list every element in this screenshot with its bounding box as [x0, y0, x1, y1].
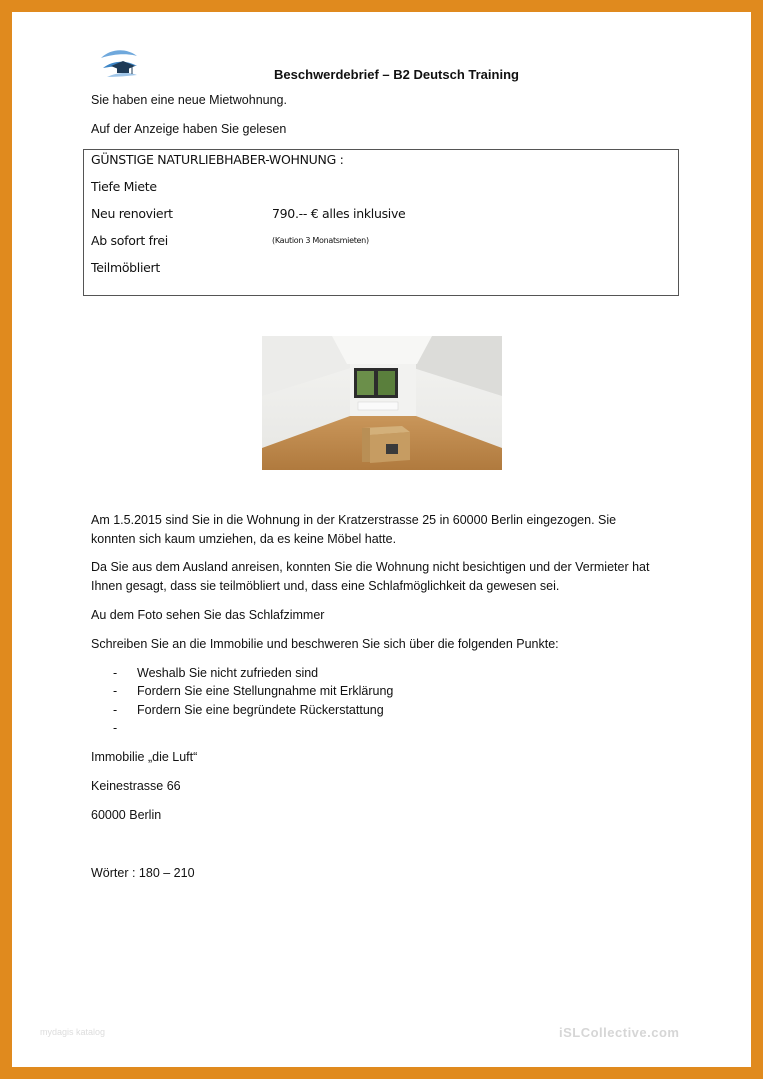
paragraph-1-line-1: Am 1.5.2015 sind Sie in die Wohnung in der Kratzerstrasse 25 in 60000 Berlin eingezogen. Sie	[91, 513, 617, 527]
address-city: 60000 Berlin	[91, 808, 162, 822]
word-count: Wörter : 180 – 210	[91, 866, 195, 880]
ad-line-renovated: Neu renoviert	[91, 206, 173, 221]
ad-deposit: (Kaution 3 Monatsmieten)	[272, 236, 369, 245]
intro-line-1: Sie haben eine neue Mietwohnung.	[91, 93, 287, 107]
footer-watermark-right: iSLCollective.com	[559, 1025, 680, 1040]
ad-line-furnished: Teilmöbliert	[91, 260, 160, 275]
paragraph-4: Schreiben Sie an die Immobilie und beschweren Sie sich über die folgenden Punkte:	[91, 637, 559, 651]
paragraph-3: Au dem Foto sehen Sie das Schlafzimmer	[91, 608, 325, 622]
worksheet-page	[12, 12, 751, 1067]
empty-room-photo	[262, 336, 502, 470]
bullet-marker: -	[113, 721, 118, 735]
paragraph-2-line-2: Ihnen gesagt, dass sie teilmöbliert und, dass eine Schlafmöglichkeit da gewesen sei.	[91, 579, 560, 593]
ad-line-rent: Tiefe Miete	[91, 179, 157, 194]
intro-line-2: Auf der Anzeige haben Sie gelesen	[91, 122, 287, 136]
bullet-item: Fordern Sie eine begründete Rückerstattung	[137, 703, 384, 717]
bullet-item: Fordern Sie eine Stellungnahme mit Erklärung	[137, 684, 394, 698]
paragraph-2-line-1: Da Sie aus dem Ausland anreisen, konnten Sie die Wohnung nicht besichtigen und der Vermieter hat	[91, 560, 650, 574]
address-street: Keinestrasse 66	[91, 779, 181, 793]
ad-line-available: Ab sofort frei	[91, 233, 168, 248]
bullet-marker: -	[113, 666, 118, 680]
page-title: Beschwerdebrief – B2 Deutsch Training	[274, 67, 519, 82]
address-name: Immobilie „die Luft“	[91, 750, 198, 764]
footer-watermark-left: mydagis katalog	[40, 1027, 106, 1037]
paragraph-1-line-2: konnten sich kaum umziehen, da es keine Möbel hatte.	[91, 532, 397, 546]
bullet-item: Weshalb Sie nicht zufrieden sind	[137, 666, 319, 680]
ad-heading: GÜNSTIGE NATURLIEBHABER-WOHNUNG :	[91, 152, 344, 167]
apartment-ad-box	[83, 149, 679, 296]
bullet-marker: -	[113, 703, 118, 717]
ad-price: 790.-- € alles inklusive	[272, 206, 406, 221]
bullet-marker: -	[113, 684, 118, 698]
